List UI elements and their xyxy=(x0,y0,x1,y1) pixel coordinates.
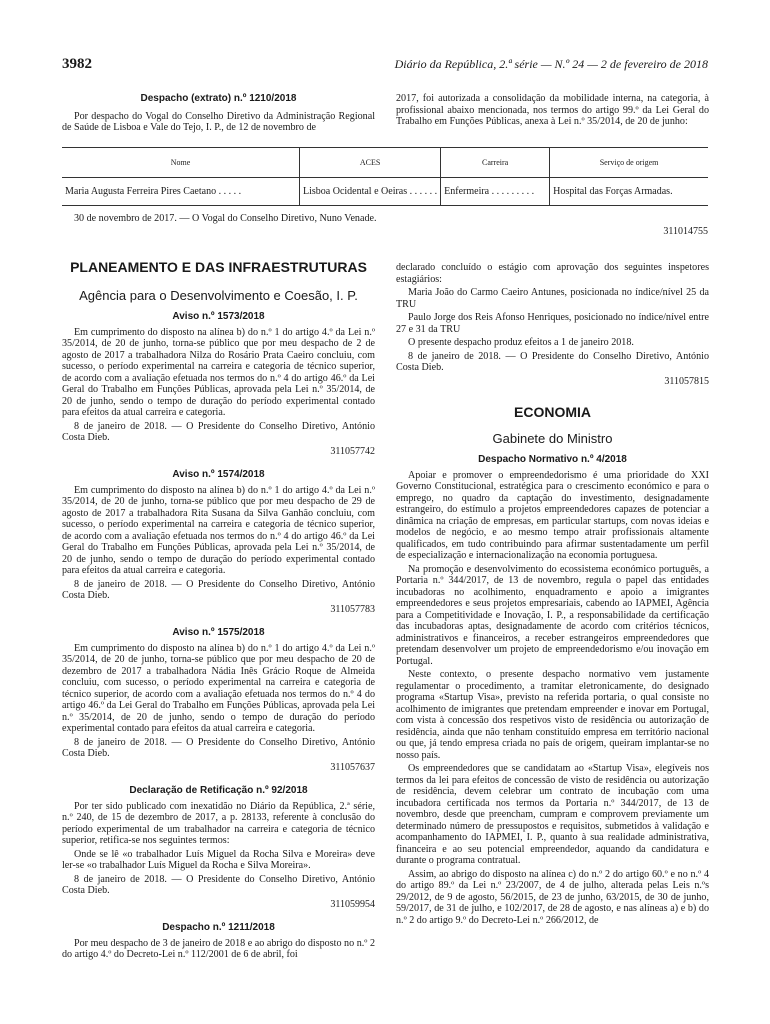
despacho-1211-text: Por meu despacho de 3 de janeiro de 2018 e ao abrigo do disposto no n.º 2 do artigo 4.º do Decreto-Lei n.º 112/2001 de 6 de abril, foi xyxy=(62,937,375,960)
cabinet-heading: Gabinete do Ministro xyxy=(492,430,613,446)
despacho-1210-block xyxy=(62,93,375,136)
despacho-1211-person-2: Paulo Jorge dos Reis Afonso Henriques, posicionado no índice/nível entre 27 e 31 da TRU xyxy=(396,312,709,335)
despacho-1211-effects: O presente despacho produz efeitos a 1 de janeiro 2018. xyxy=(408,337,634,348)
agency-heading: Agência para o Desenvolvimento e Coesão, I. P. xyxy=(79,287,358,303)
despacho-1210-signature: 30 de novembro de 2017. — O Vogal do Conselho Diretivo, Nuno Venade. xyxy=(74,213,377,224)
despacho-normativo-4-title: Despacho Normativo n.º 4/2018 xyxy=(478,454,627,465)
ministry-heading-economia: ECONOMIA xyxy=(514,404,591,420)
cell-carreira: Enfermeira . . . . . . . . . xyxy=(441,178,550,206)
despacho-normativo-4-p5: Assim, ao abrigo do disposto na alínea c) do n.º 2 do artigo 60.º e no n.º 4 do artigo 89.º da Lei n.º 23/2007, de 4 de julho, alterada pelas Leis n.ºs 29/2012, de 9 de agosto, 56/2015, de 23 de junho, 63/2015, de 30 de junho, 59/2017, de 31 de julho, e 102/2017, de 28 de agosto, e nas alíneas a) e b) do n.º 2 do artigo 9.º do Decreto-Lei n.º 266/2012, de xyxy=(396,868,709,926)
despacho-normativo-4-p1: Apoiar e promover o empreendedorismo é uma prioridade do XXI Governo Constitucional, estratégica para o crescimento económico e para o emprego, no quadro da captação do investimento, designadamente estrangeiro, do estímulo a projetos empreendedores capazes de potenciar a dinâmica na criação de empresas, em particular startups, com novas ideias e modelos de negócio, e ao mesmo tempo atrair profissionais altamente qualificados, em tudo contribuindo para afirmar sustentadamente um perfil de especialização e internacionalização na economia portuguesa. xyxy=(396,469,709,561)
despacho-1211-ref: 311057815 xyxy=(664,375,709,387)
declaracao-92-signature: 8 de janeiro de 2018. — O Presidente do Conselho Diretivo, António Costa Dieb. xyxy=(62,873,375,896)
despacho-1210-cont-text: 2017, foi autorizada a consolidação da mobilidade interna, na categoria, à profissional abaixo mencionada, nos termos do artigo 99.º da Lei Geral do Trabalho em Funções Públicas, anexa à Lei n.º 35/2014, de 20 de junho: xyxy=(396,93,709,127)
despacho-normativo-4-p2: Na promoção e desenvolvimento do ecossistema económico português, a Portaria n.º 344/2017, de 13 de novembro, regula o papel das entidades incubadoras no acolhimento, enquadramento e apoio a imigrantes empreendedores e seus projetos empresariais, cabendo ao IAPMEI, Agência para a Competitividade e Inovação, I. P., a responsabilidade da certificação das incubadoras aptas, designadamente de acordo com critérios técnicos, administrativos e financeiros, a receber estrangeiros empreendedores que pretendam desenvolver um projeto de empreendedorismo e/ou inovação em Portugal. xyxy=(396,563,709,667)
ministry-heading-planeamento: PLANEAMENTO E DAS INFRAESTRUTURAS xyxy=(70,259,367,275)
col-header-aces: ACES xyxy=(300,148,441,178)
page-number: 3982 xyxy=(62,56,92,72)
left-column xyxy=(62,259,375,963)
aviso-1574-signature: 8 de janeiro de 2018. — O Presidente do Conselho Diretivo, António Costa Dieb. xyxy=(62,578,375,601)
journal-title: Diário da República, 2.ª série — N.º 24 — 2 de fevereiro de 2018 xyxy=(394,57,708,71)
declaracao-92-text-2: Onde se lê «o trabalhador Luís Miguel da Rocha Silva e Moreira» deve ler-se «o trabalhador Luís Miguel da Rocha e Silva Moreira». xyxy=(62,848,375,871)
cell-servico: Hospital das Forças Armadas. xyxy=(550,178,708,206)
aviso-1573-text: Em cumprimento do disposto na alínea b) do n.º 1 do artigo 4.º da Lei n.º 35/2014, de 20 de junho, torna-se público que por meu despacho de 2 de agosto de 2017 a trabalhadora Nilza do Rosário Prata Caeiro concluiu, com sucesso, o período experimental na carreira e categoria de técnico superior, de acordo com a avaliação efetuada nos termos do n.º 4 do artigo 46.º da Lei Geral do Trabalho em Funções Públicas, aprovada pela Lei n.º 35/2014, de 20 de junho, sendo o tempo de duração do período experimental contado para efeitos da atual carreira e categoria. xyxy=(62,326,375,418)
aviso-1573-ref: 311057742 xyxy=(330,445,375,457)
right-column xyxy=(396,262,709,928)
col-header-nome: Nome xyxy=(62,148,300,178)
aviso-1574-title: Aviso n.º 1574/2018 xyxy=(172,469,265,480)
despacho-normativo-4-p4: Os empreendedores que se candidatam ao «Startup Visa», elegíveis nos termos da lei para efeitos de concessão de visto de residência ou autorização de residência, devem celebrar um contrato de incubação com uma incubadora certificada nos termos da Portaria n.º 344/2017, de 13 de novembro, desde que preencham, cumpram e comprovem previamente um determinado número de pressupostos e requisitos, submetidos à validação e acompanhamento do IAPMEI, I. P., quanto à sua realidade administrativa, financeira e ao seu potencial empreendedor, aquando da candidatura e durante o programa contratual. xyxy=(396,763,709,866)
declaracao-92-text-1: Por ter sido publicado com inexatidão no Diário da República, 2.ª série, n.º 240, de 15 de dezembro de 2017, a p. 28133, referente à conclusão do período experimental de um trabalhador na carreira e categoria de técnico superior, retifica-se nos seguintes termos: xyxy=(62,800,375,846)
despacho-normativo-4-p3: Neste contexto, o presente despacho normativo vem justamente regulamentar o procedimento, a tramitar eletronicamente, do designado programa «Startup Visa», previsto na referida portaria, o qual consiste no acolhimento de imigrantes que pretendam empreender e inovar em Portugal, com vista à concessão dos respetivos visto de residência ou autorização de residência, ainda que não tenham constituído empresa em território nacional ou que, já tendo empresa criada no país de origem, queiram implantar-se no nosso país. xyxy=(396,669,709,761)
table-header-row xyxy=(62,148,708,178)
despacho-1211-title: Despacho n.º 1211/2018 xyxy=(162,922,275,933)
aviso-1573-signature: 8 de janeiro de 2018. — O Presidente do Conselho Diretivo, António Costa Dieb. xyxy=(62,420,375,443)
aviso-1573-title: Aviso n.º 1573/2018 xyxy=(172,311,265,322)
despacho-1210-ref: 311014755 xyxy=(663,226,708,237)
despacho-1211-continuation: declarado concluído o estágio com aprovação dos seguintes inspetores estagiários: xyxy=(396,262,709,285)
col-header-carreira: Carreira xyxy=(441,148,550,178)
cell-aces: Lisboa Ocidental e Oeiras . . . . . . xyxy=(300,178,441,206)
personnel-table xyxy=(62,147,708,206)
col-header-servico: Serviço de origem xyxy=(550,148,708,178)
aviso-1575-text: Em cumprimento do disposto na alínea b) do n.º 1 do artigo 4.º da Lei n.º 35/2014, de 20 de junho, torna-se público que por meu despacho de 20 de dezembro de 2017 a trabalhadora Nádia Inês Grácio Roque de Almeida concluiu, com sucesso, o período experimental na carreira e categoria de técnico superior, de acordo com a avaliação efetuada nos termos do n.º 4 do artigo 46.º da Lei Geral do Trabalho em Funções Públicas, aprovada pela Lei n.º 35/2014, de 20 de junho, sendo o tempo de duração do período experimental contado para efeitos da atual carreira e categoria. xyxy=(62,642,375,734)
despacho-1210-continuation xyxy=(396,93,709,130)
declaracao-92-ref: 311059954 xyxy=(330,898,375,910)
aviso-1575-signature: 8 de janeiro de 2018. — O Presidente do Conselho Diretivo, António Costa Dieb. xyxy=(62,736,375,759)
aviso-1575-ref: 311057637 xyxy=(330,761,375,773)
despacho-1211-person-1: Maria João do Carmo Caeiro Antunes, posicionada no índice/nível 25 da TRU xyxy=(396,287,709,310)
despacho-1211-signature: 8 de janeiro de 2018. — O Presidente do Conselho Diretivo, António Costa Dieb. xyxy=(396,350,709,373)
declaracao-92-title: Declaração de Retificação n.º 92/2018 xyxy=(129,785,308,796)
aviso-1574-text: Em cumprimento do disposto na alínea b) do n.º 1 do artigo 4.º da Lei n.º 35/2014, de 20 de junho, torna-se público que por meu despacho de 29 de agosto de 2017 a trabalhadora Rita Susana da Silva Ganhão concluiu, com sucesso, o período experimental na carreira e categoria de técnico superior, de acordo com a avaliação efetuada nos termos do n.º 4 do artigo 46.º da Lei Geral do Trabalho em Funções Públicas, aprovada pela Lei n.º 35/2014, de 20 de junho, sendo o tempo de duração do período experimental contado para efeitos da atual carreira e categoria. xyxy=(62,484,375,576)
aviso-1574-ref: 311057783 xyxy=(330,603,375,615)
aviso-1575-title: Aviso n.º 1575/2018 xyxy=(172,627,265,638)
despacho-1210-title: Despacho (extrato) n.º 1210/2018 xyxy=(140,93,297,104)
despacho-1210-text: Por despacho do Vogal do Conselho Diretivo da Administração Regional de Saúde de Lisboa e Vale do Tejo, I. P., de 12 de novembro de xyxy=(62,110,375,133)
cell-nome: Maria Augusta Ferreira Pires Caetano . . . . . xyxy=(62,178,300,206)
table-row xyxy=(62,178,708,206)
